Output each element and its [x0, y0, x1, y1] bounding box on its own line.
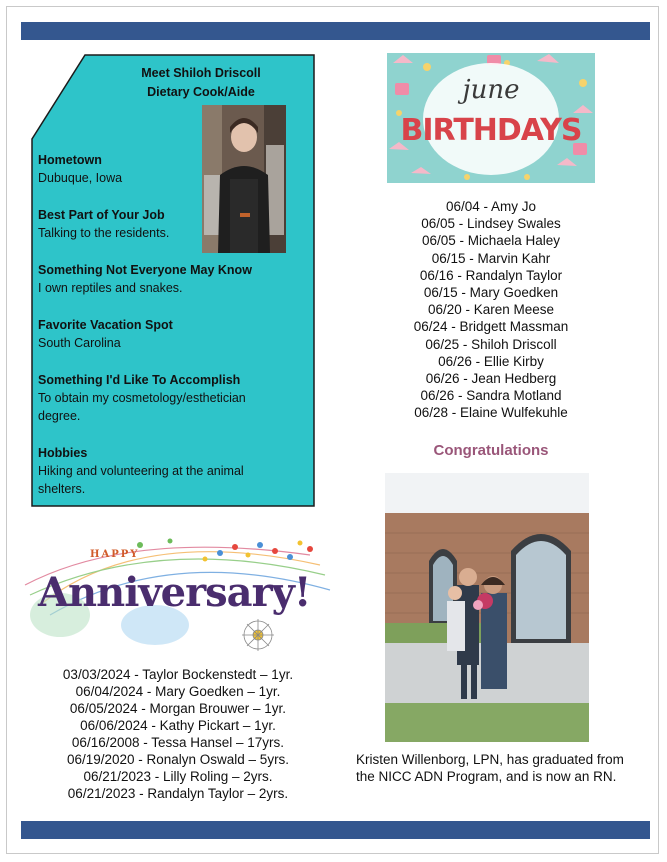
banner-happy-text: HAPPY — [90, 549, 140, 560]
qa-answer: Hiking and volunteering at the animal shelters. — [38, 464, 244, 496]
birthday-entry: 06/28 - Elaine Wulfekuhle — [414, 405, 568, 421]
happy-anniversary-banner — [20, 535, 340, 653]
congratulations-heading: Congratulations — [433, 442, 549, 459]
spotlight-name: Meet Shiloh Driscoll — [141, 66, 261, 80]
qa-question: Best Part of Your Job — [38, 208, 165, 222]
birthday-entry: 06/16 - Randalyn Taylor — [419, 267, 563, 283]
qa-answer: Talking to the residents. — [38, 226, 170, 240]
qa-answer: I own reptiles and snakes. — [38, 281, 183, 295]
qa-answer: South Carolina — [38, 336, 121, 350]
qa-item — [38, 371, 268, 425]
employee-spotlight-card — [31, 54, 315, 507]
birthday-entry: 06/15 - Marvin Kahr — [431, 250, 551, 266]
qa-answer: Dubuque, Iowa — [38, 171, 123, 185]
birthday-entry: 06/05 - Lindsey Swales — [421, 216, 561, 232]
birthday-entry: 06/15 - Mary Goedken — [423, 285, 559, 301]
qa-item — [38, 316, 268, 352]
anniversary-entry: 06/16/2008 - Tessa Hansel – 17yrs. — [71, 735, 285, 750]
qa-item — [38, 151, 268, 187]
birthday-entry: 06/25 - Shiloh Driscoll — [425, 336, 557, 352]
anniversary-entry: 03/03/2024 - Taylor Bockenstedt – 1yr. — [62, 667, 294, 682]
anniversary-entry: 06/06/2024 - Kathy Pickart – 1yr. — [80, 718, 276, 733]
banner-script-text: june — [462, 75, 520, 105]
anniversary-entry: 06/19/2020 - Ronalyn Oswald – 5yrs. — [66, 752, 290, 767]
anniversary-entry: 06/21/2023 - Lilly Roling – 2yrs. — [83, 769, 273, 784]
anniversary-entry: 06/21/2023 - Randalyn Taylor – 2yrs. — [67, 786, 289, 801]
birthday-entry: 06/04 - Amy Jo — [445, 199, 537, 214]
anniversary-entry: 06/04/2024 - Mary Goedken – 1yr. — [75, 684, 281, 699]
qa-item — [38, 206, 268, 242]
qa-question: Hobbies — [38, 446, 88, 460]
qa-item — [38, 261, 268, 297]
spotlight-title — [101, 64, 301, 102]
banner-anniversary-text: Anniversary! — [38, 569, 311, 616]
header-bar — [21, 22, 650, 40]
qa-item — [38, 444, 268, 498]
qa-answer: To obtain my cosmetology/esthetician degree. — [38, 391, 246, 423]
anniversary-list — [28, 666, 328, 802]
birthday-list — [392, 198, 590, 422]
birthday-entry: 06/26 - Ellie Kirby — [438, 353, 544, 369]
qa-question: Something Not Everyone May Know — [38, 263, 252, 277]
birthday-entry: 06/26 - Jean Hedberg — [425, 371, 557, 387]
june-birthdays-banner — [387, 53, 595, 183]
qa-question: Something I'd Like To Accomplish — [38, 373, 241, 387]
qa-question: Hometown — [38, 153, 102, 167]
birthday-entry: 06/26 - Sandra Motland — [420, 388, 562, 404]
graduation-caption: Kristen Willenborg, LPN, has graduated from the NICC ADN Program, and is now an RN. — [356, 752, 624, 784]
birthday-entry: 06/05 - Michaela Haley — [421, 233, 561, 249]
banner-birthdays-text: BIRTHDAYS — [400, 113, 582, 148]
footer-bar — [21, 821, 650, 839]
graduation-photo — [385, 473, 589, 742]
qa-question: Favorite Vacation Spot — [38, 318, 173, 332]
spotlight-role: Dietary Cook/Aide — [147, 85, 255, 99]
anniversary-entry: 06/05/2024 - Morgan Brouwer – 1yr. — [69, 701, 287, 716]
birthday-entry: 06/24 - Bridgett Massman — [413, 319, 569, 335]
birthday-entry: 06/20 - Karen Meese — [427, 302, 555, 318]
